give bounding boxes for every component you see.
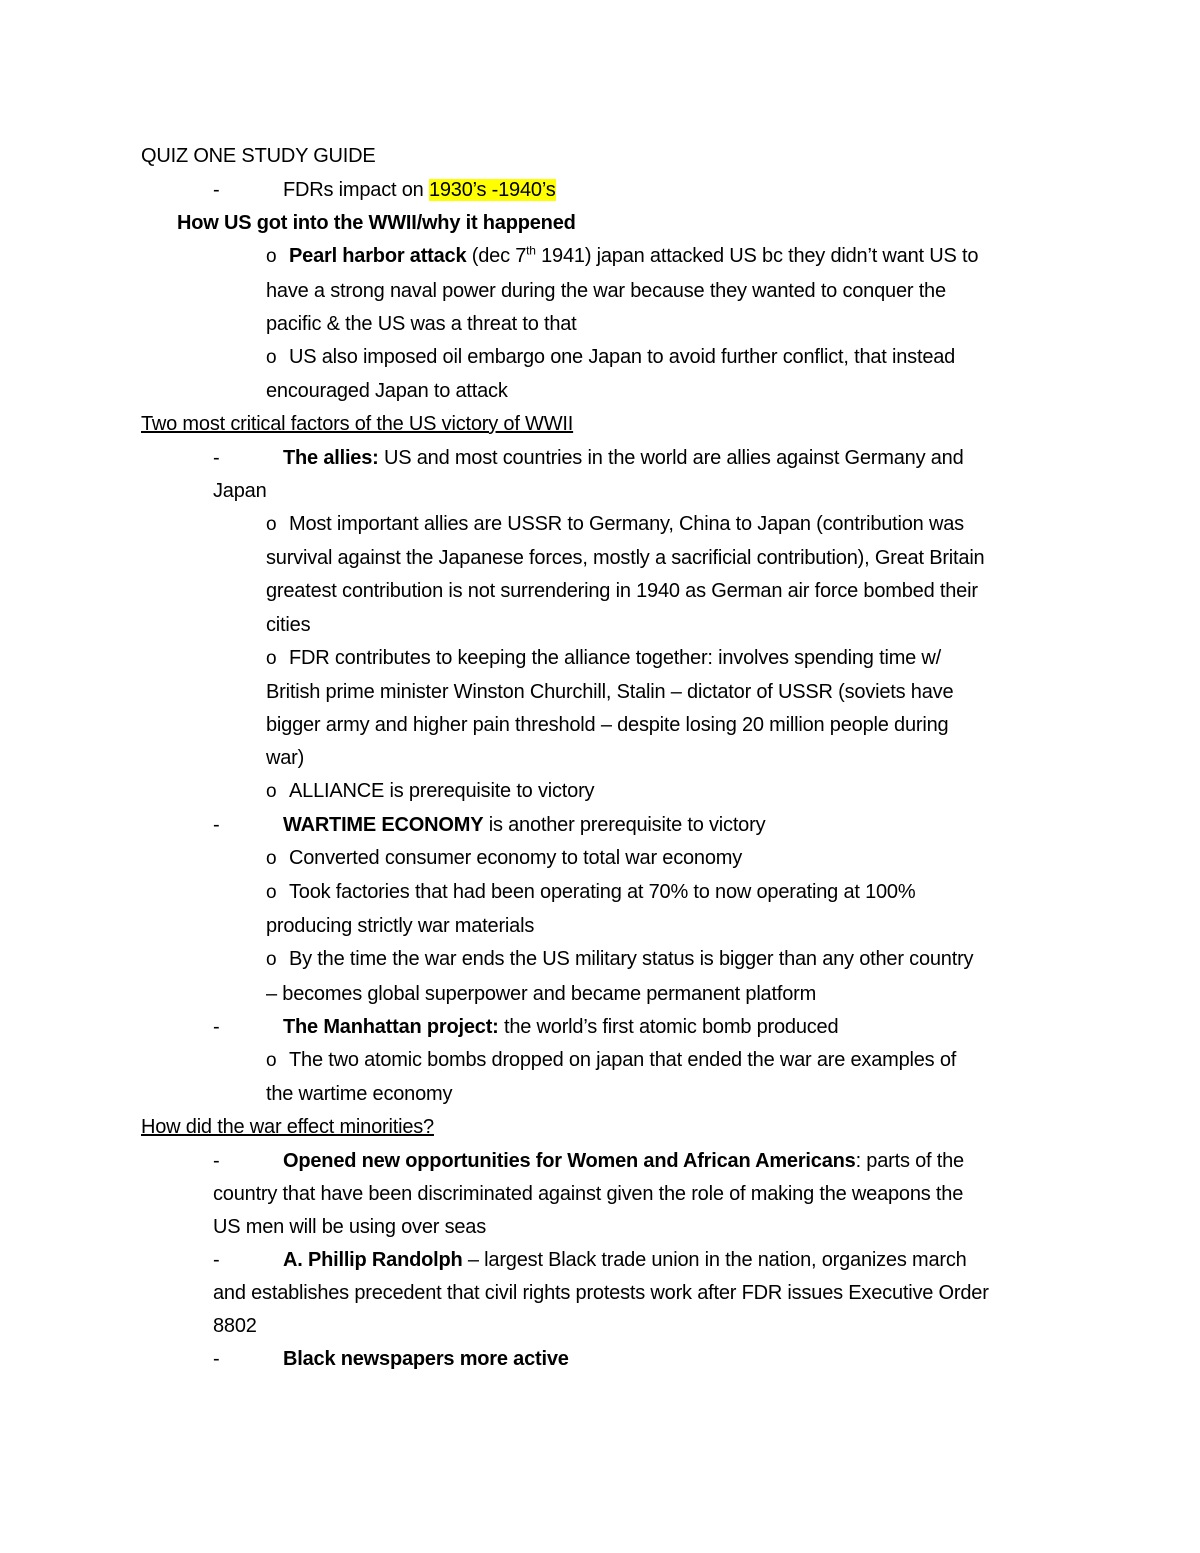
list-item-black-newspapers: Black newspapers more active [283,1348,569,1370]
bold-pearl-harbor: Pearl harbor attack [289,245,467,267]
list-item-factories: Took factories that had been operating at 70% to now operating at 100% [289,881,916,903]
bold-the-allies: The allies: [283,447,379,469]
text-line: cities [266,614,311,636]
superscript-th: th [526,243,536,258]
text-line: Japan [213,480,267,502]
text-line: greatest contribution is not surrendering in 1940 as German air force bombed their [266,580,978,602]
list-item-converted-economy: Converted consumer economy to total war economy [289,847,743,869]
bullet-marker: o [266,882,277,903]
text-fragment: is another prerequisite to victory [483,814,766,836]
text-fragment: the world’s first atomic bomb produced [498,1016,839,1038]
text-line: and establishes precedent that civil rights protests work after FDR issues Executive Order [213,1282,989,1304]
list-item-wartime-economy [283,813,765,837]
text-fragment: (dec 7 [466,245,527,267]
text-fragment: : parts of the [855,1150,964,1172]
list-item-fdr-alliance: FDR contributes to keeping the alliance together: involves spending time w/ [289,647,942,669]
list-item-military-status: By the time the war ends the US military status is bigger than any other country [289,948,974,970]
text-fdr-impact: FDRs impact on [283,179,429,201]
text-line: pacific & the US was a threat to that [266,313,577,335]
bullet-marker: o [266,848,277,869]
bold-randolph: A. Phillip Randolph [283,1249,463,1271]
dash-marker: - [213,814,220,836]
text-fragment: 1941) japan attacked US bc they didn’t want US to [535,245,979,267]
section-heading-minorities: How did the war effect minorities? [141,1116,434,1138]
text-line: the wartime economy [266,1083,453,1105]
text-fragment: US and most countries in the world are allies against Germany and [378,447,964,469]
list-item-important-allies: Most important allies are USSR to Germany, China to Japan (contribution was [289,513,964,535]
bold-manhattan-project: The Manhattan project: [283,1016,499,1038]
list-item-atomic-bombs: The two atomic bombs dropped on japan that ended the war are examples of [289,1049,957,1071]
text-line: war) [266,747,305,769]
section-heading-critical-factors: Two most critical factors of the US victory of WWII [141,413,574,435]
dash-marker: - [213,447,220,469]
text-line: British prime minister Winston Churchill, Stalin – dictator of USSR (soviets have [266,681,954,703]
dash-marker: - [213,1150,220,1172]
bullet-marker: o [266,514,277,535]
dash-marker: - [213,1348,220,1370]
bold-wartime-economy: WARTIME ECONOMY [283,814,484,836]
text-line: have a strong naval power during the war because they wanted to conquer the [266,280,946,302]
list-item-randolph [283,1248,967,1272]
list-item-pearl-harbor [289,244,978,268]
text-line: survival against the Japanese forces, mostly a sacrificial contribution), Great Britain [266,547,985,569]
bullet-marker: o [266,781,277,802]
text-line: 8802 [213,1315,257,1337]
bullet-marker: o [266,1050,277,1071]
list-item-manhattan-project [283,1015,838,1039]
text-line: producing strictly war materials [266,915,535,937]
dash-marker: - [213,179,220,201]
dash-marker: - [213,1249,220,1271]
list-item-allies [283,446,964,470]
text-line: – becomes global superpower and became permanent platform [266,983,817,1005]
bullet-marker: o [266,949,277,970]
highlighted-years: 1930’s -1940’s [428,179,556,201]
list-item-fdr-impact [283,178,556,202]
dash-marker: - [213,1016,220,1038]
text-fragment: – largest Black trade union in the nation, organizes march [462,1249,967,1271]
bullet-marker: o [266,347,277,368]
list-item-new-opportunities [283,1149,964,1173]
text-line: bigger army and higher pain threshold – despite losing 20 million people during [266,714,949,736]
list-item-alliance-prerequisite: ALLIANCE is prerequisite to victory [289,780,595,802]
bold-new-opportunities: Opened new opportunities for Women and African Americans [283,1150,856,1172]
text-line: country that have been discriminated against given the role of making the weapons the [213,1183,964,1205]
text-line: encouraged Japan to attack [266,380,508,402]
bullet-marker: o [266,246,277,267]
text-line: US men will be using over seas [213,1216,487,1238]
section-heading-how-us-entered: How US got into the WWII/why it happened [177,212,576,234]
list-item-oil-embargo: US also imposed oil embargo one Japan to avoid further conflict, that instead [289,346,956,368]
bullet-marker: o [266,648,277,669]
page-title: QUIZ ONE STUDY GUIDE [141,145,376,167]
